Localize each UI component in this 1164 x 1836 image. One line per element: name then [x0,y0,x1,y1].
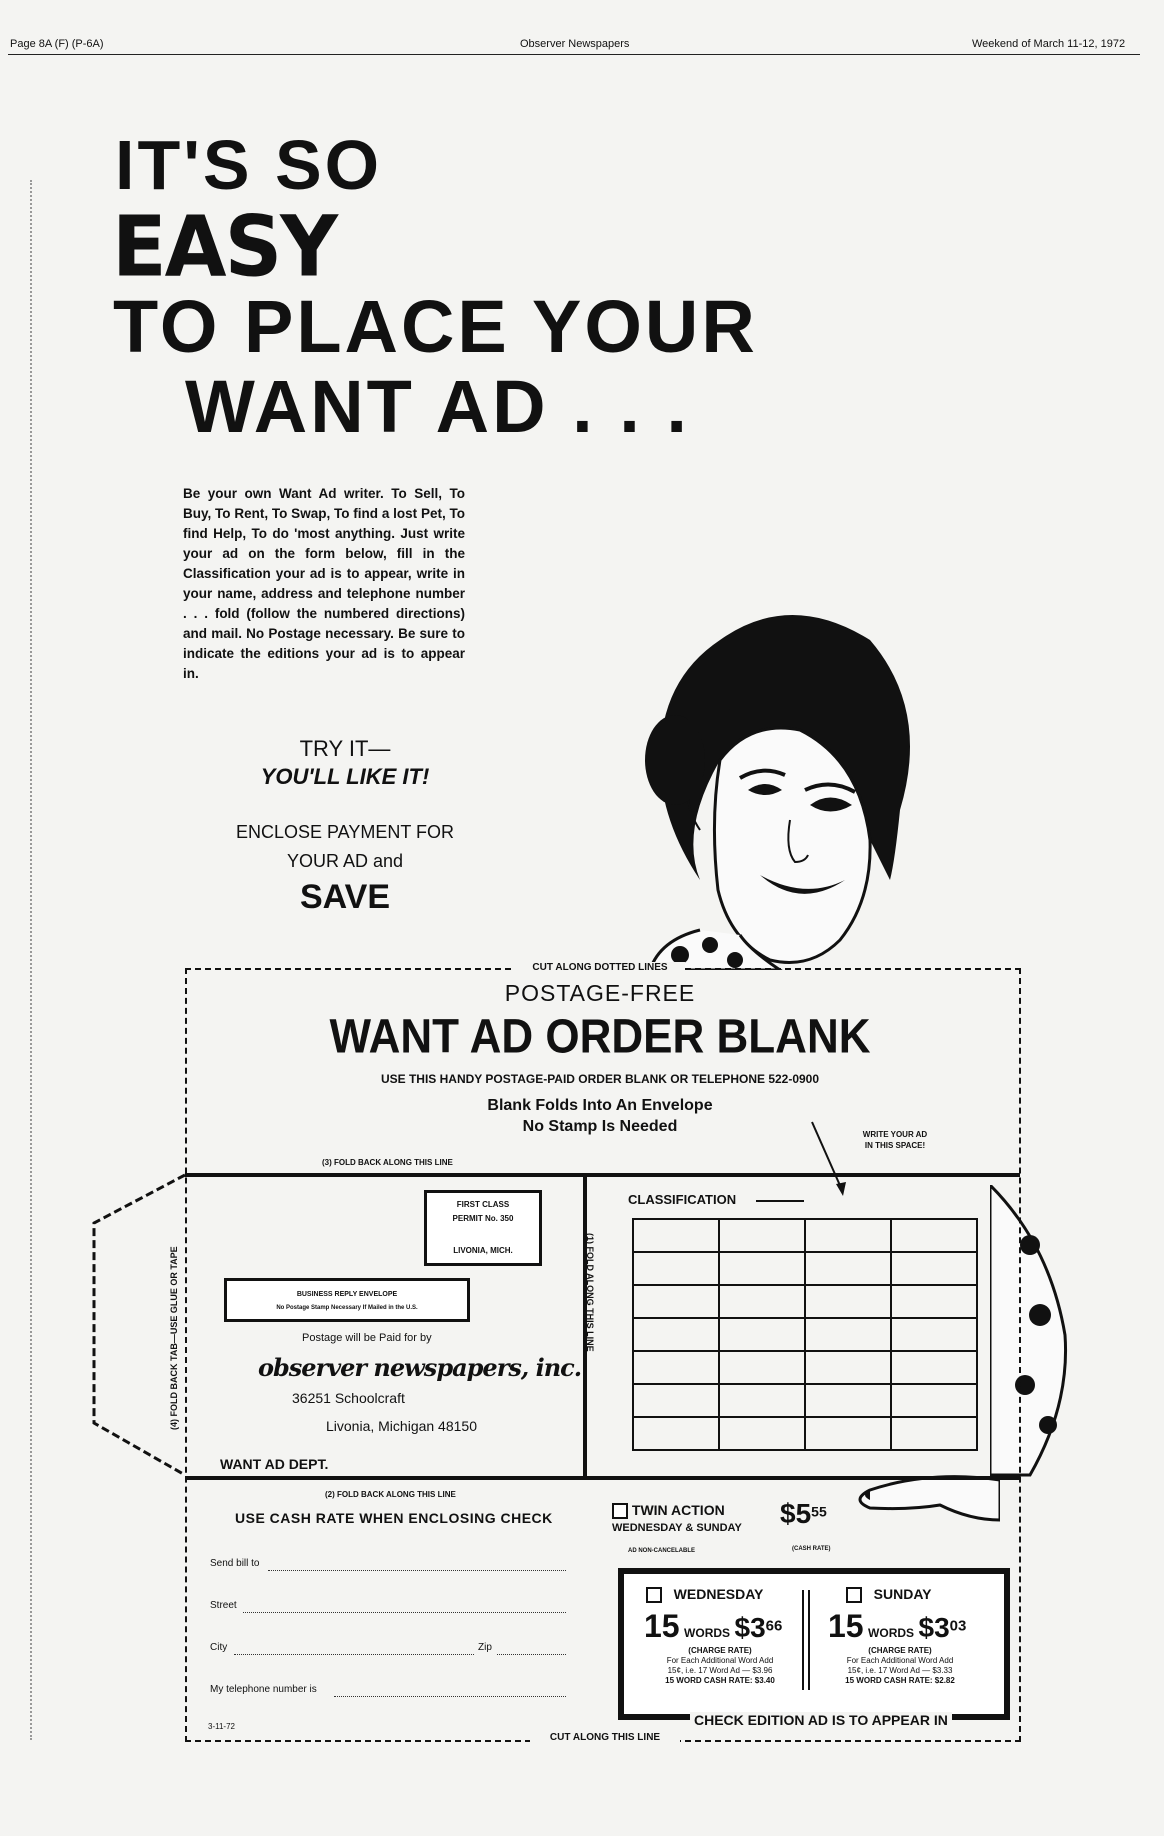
sunday-words-label: WORDS [868,1626,915,1640]
headline-line4: WANT AD . . . [185,365,690,448]
twin-price [780,1498,827,1530]
brm-box [224,1278,470,1322]
write-here-line1: WRITE YOUR AD [862,1130,928,1139]
phone-field[interactable] [334,1696,566,1697]
word-cell[interactable] [633,1252,719,1285]
cut-top-label: CUT ALONG DOTTED LINES [515,962,685,973]
editions-divider [802,1590,810,1690]
sunday-additional: For Each Additional Word Add [846,1656,954,1665]
word-cell[interactable] [805,1417,891,1450]
word-cell[interactable] [719,1318,805,1351]
sunday-price-cents: 03 [949,1617,967,1635]
company-street: 36251 Schoolcraft [292,1390,405,1406]
word-cell[interactable] [891,1285,977,1318]
wednesday-words-label: WORDS [684,1626,731,1640]
word-cell[interactable] [633,1384,719,1417]
street-label: Street [210,1600,237,1611]
word-cell[interactable] [891,1219,977,1252]
word-cell[interactable] [719,1219,805,1252]
save-text: SAVE [299,878,391,916]
grid-row [633,1219,977,1252]
word-cell[interactable] [891,1384,977,1417]
arrow-icon [810,1120,850,1200]
twin-days: WEDNESDAY & SUNDAY [612,1522,742,1534]
enclose-line2: YOUR AD and [286,851,404,871]
company-name: observer newspapers, inc. [258,1353,582,1382]
word-cell[interactable] [805,1285,891,1318]
word-cell[interactable] [719,1384,805,1417]
company-city: Livonia, Michigan 48150 [326,1418,477,1434]
write-here-line2: IN THIS SPACE! [864,1141,926,1150]
word-cell[interactable] [719,1285,805,1318]
city-field[interactable] [234,1654,474,1655]
issue-date: Weekend of March 11-12, 1972 [972,38,1126,50]
twin-action-option[interactable] [612,1502,725,1519]
word-cell[interactable] [891,1252,977,1285]
fold2-label: (2) FOLD BACK ALONG THIS LINE [325,1490,456,1499]
page-ref: Page 8A (F) (P-6A) [10,38,104,50]
permit-line2: PERMIT No. 350 [452,1214,514,1223]
permit-line3: LIVONIA, MICH. [453,1246,513,1255]
city-label: City [210,1642,228,1653]
folds-line2: No Stamp Is Needed [522,1118,678,1135]
word-cell[interactable] [891,1318,977,1351]
ad-copy-grid[interactable] [632,1218,978,1451]
sunday-checkbox[interactable] [846,1587,862,1603]
grid-row [633,1252,977,1285]
grid-row [633,1285,977,1318]
fold1-label: (1) FOLD ALONG THIS LINE [585,1233,595,1352]
twin-label: TWIN ACTION [631,1502,725,1518]
sunday-cash: 15 WORD CASH RATE: $2.82 [845,1676,955,1685]
zip-label: Zip [478,1642,492,1653]
wednesday-example: 15¢, i.e. 17 Word Ad — $3.96 [667,1666,773,1675]
classification-label: CLASSIFICATION [628,1192,737,1207]
word-cell[interactable] [633,1351,719,1384]
form-title: WANT AD ORDER BLANK [329,1009,871,1064]
twin-cash-rate: (CASH RATE) [792,1546,831,1552]
permit-line1: FIRST CLASS [456,1200,510,1209]
send-bill-label: Send bill to [210,1558,260,1569]
edition-sunday[interactable] [846,1586,932,1603]
word-cell[interactable] [633,1285,719,1318]
word-cell[interactable] [633,1417,719,1450]
twin-checkbox[interactable] [612,1503,628,1519]
wednesday-price [644,1608,782,1645]
twin-note: AD NON-CANCELABLE [628,1548,695,1554]
grid-row [633,1417,977,1450]
street-field[interactable] [243,1612,566,1613]
word-cell[interactable] [891,1417,977,1450]
cut-bottom-label: CUT ALONG THIS LINE [530,1732,680,1743]
woman-illustration [640,600,940,970]
wednesday-words-count: 15 [644,1608,680,1644]
word-cell[interactable] [719,1252,805,1285]
sunday-label: SUNDAY [873,1586,932,1602]
fold2-line [185,1476,1020,1480]
grid-row [633,1351,977,1384]
like-it: YOU'LL LIKE IT! [260,764,430,789]
body-copy: Be your own Want Ad writer. To Sell, To Buy, To Rent, To Swap, To find a lost Pet, To find Help, To do 'most anything. Just write your ad on the form below, fill in the Classification your ad is to appear, write in your name, address and telephone number . . . fold (follow the numbered directions) and mail. No Postage necessary. Be sure to indicate the editions your ad is to appear in. [183,486,465,681]
sunday-price [828,1608,966,1645]
word-cell[interactable] [805,1318,891,1351]
wednesday-charge-rate: (CHARGE RATE) [688,1646,752,1655]
paper-name: Observer Newspapers [520,38,630,50]
word-cell[interactable] [719,1351,805,1384]
word-cell[interactable] [719,1417,805,1450]
wednesday-cash: 15 WORD CASH RATE: $3.40 [665,1676,775,1685]
send-bill-field[interactable] [268,1570,566,1571]
phone-label: My telephone number is [210,1684,317,1695]
sunday-example: 15¢, i.e. 17 Word Ad — $3.33 [847,1666,953,1675]
wednesday-label: WEDNESDAY [673,1586,764,1602]
form-subtitle: USE THIS HANDY POSTAGE-PAID ORDER BLANK OR TELEPHONE 522-0900 [380,1072,820,1086]
fold3-line [185,1173,1020,1177]
word-cell[interactable] [805,1384,891,1417]
wednesday-additional: For Each Additional Word Add [666,1656,774,1665]
folds-line1: Blank Folds Into An Envelope [487,1097,713,1114]
scan-edge-artifact [30,180,32,1740]
wednesday-price-dollar: $3 [734,1612,766,1643]
headline-line1: IT'S SO [115,126,383,204]
twin-price-cents: 55 [811,1503,827,1520]
cash-rate-note: USE CASH RATE WHEN ENCLOSING CHECK [235,1510,553,1526]
form-code: 3-11-72 [208,1722,235,1731]
fold3-label: (3) FOLD BACK ALONG THIS LINE [322,1158,453,1167]
zip-field[interactable] [497,1654,566,1655]
word-cell[interactable] [805,1219,891,1252]
edition-wednesday[interactable] [646,1586,763,1603]
want-ad-dept: WANT AD DEPT. [220,1456,329,1472]
fold4-label: (4) FOLD BACK TAB—USE GLUE OR TAPE [169,1246,179,1430]
postage-free: POSTAGE-FREE [504,980,696,1006]
try-it: TRY IT— [299,736,391,761]
wednesday-checkbox[interactable] [646,1587,662,1603]
sunday-price-dollar: $3 [918,1612,950,1643]
word-cell[interactable] [633,1318,719,1351]
grid-row [633,1318,977,1351]
twin-price-dollar: $5 [780,1498,812,1529]
sunday-words-count: 15 [828,1608,864,1644]
word-cell[interactable] [805,1252,891,1285]
word-cell[interactable] [633,1219,719,1252]
sunday-charge-rate: (CHARGE RATE) [868,1646,932,1655]
header-rule [8,54,1140,55]
enclose-line1: ENCLOSE PAYMENT FOR [235,822,455,842]
headline-easy: EASY [112,197,337,296]
grid-row [633,1384,977,1417]
word-cell[interactable] [805,1351,891,1384]
check-edition-label: CHECK EDITION AD IS TO APPEAR IN [690,1712,952,1728]
brm-line1: BUSINESS REPLY ENVELOPE [296,1291,398,1298]
word-cell[interactable] [891,1351,977,1384]
brm-line2: No Postage Stamp Necessary If Mailed in the U.S. [276,1305,418,1311]
wednesday-price-cents: 66 [765,1617,783,1635]
classification-rule [756,1200,804,1202]
paid-by: Postage will be Paid for by [302,1332,432,1344]
headline-line3: TO PLACE YOUR [113,285,758,368]
